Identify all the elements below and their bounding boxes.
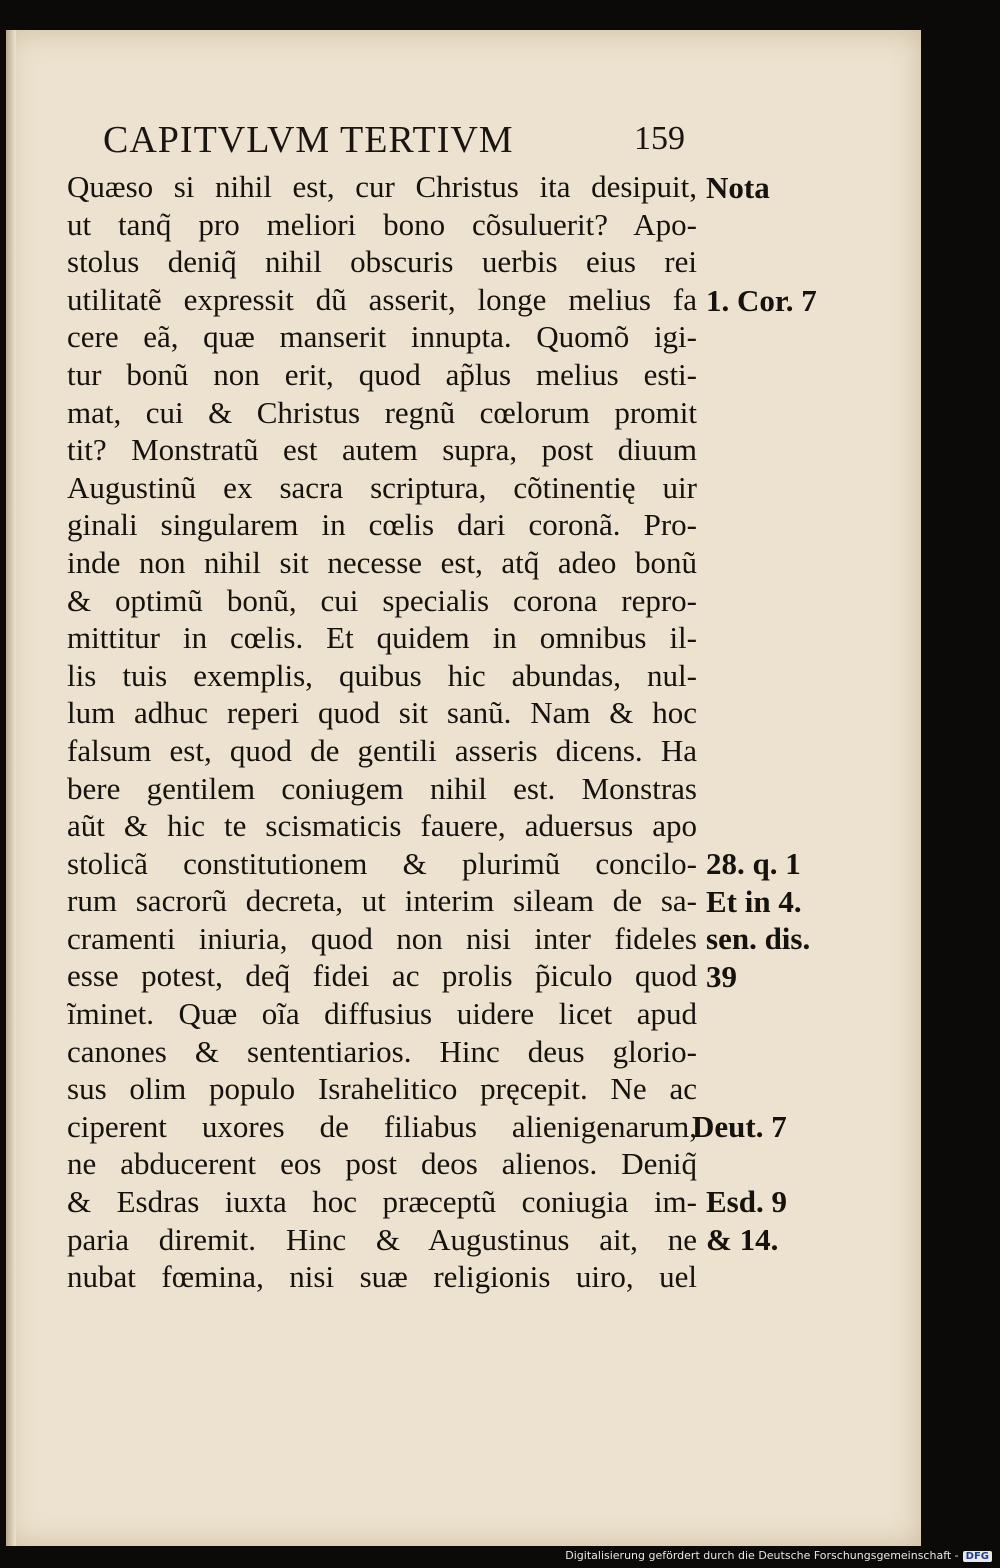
margin-note: 28. q. 1 xyxy=(706,846,801,881)
margin-note: Deut. 7 xyxy=(692,1109,787,1144)
margin-note: Et in 4. xyxy=(706,884,802,919)
margin-note: 1. Cor. 7 xyxy=(706,283,817,318)
text-line: ĩminet. Quæ oĩa diffusius uidere licet apud xyxy=(67,996,697,1032)
text-line: lum adhuc reperi quod sit sanũ. Nam & hoc xyxy=(67,695,697,731)
margin-note: Esd. 9 xyxy=(706,1184,787,1219)
dfg-logo: DFG xyxy=(963,1551,992,1562)
text-line: cramenti iniuria, quod non nisi inter fideles xyxy=(67,920,697,956)
chapter-title: CAPITVLVM TERTIVM xyxy=(103,119,514,161)
page-gutter xyxy=(6,30,16,1546)
margin-note: sen. dis. xyxy=(706,921,811,956)
text-line: falsum est, quod de gentili asseris dicens. Ha xyxy=(67,732,697,768)
text-line: stolus deniq̃ nihil obscuris uerbis eius rei xyxy=(67,244,697,280)
body-text-block xyxy=(67,168,697,1296)
text-line: tit? Monstratũ est autem supra, post diuum xyxy=(67,432,697,468)
text-line: inde non nihil sit necesse est, atq̃ adeo bonũ xyxy=(67,544,697,580)
text-line: mittitur in cœlis. Et quidem in omnibus il- xyxy=(67,620,697,656)
credit-text: Digitalisierung gefördert durch die Deutsche Forschungsgemeinschaft - xyxy=(565,1549,959,1562)
margin-note: Nota xyxy=(706,170,770,205)
text-line: ciperent uxores de filiabus alienigenarum, xyxy=(67,1108,697,1144)
text-line: canones & sententiarios. Hinc deus glorio- xyxy=(67,1033,697,1069)
text-line: mat, cui & Christus regnũ cœlorum promit xyxy=(67,394,697,430)
text-line: & Esdras iuxta hoc præceptũ coniugia im- xyxy=(67,1184,697,1220)
margin-note: & 14. xyxy=(706,1222,779,1257)
text-line: esse potest, deq̃ fidei ac prolis p̃iculo quod xyxy=(67,958,697,994)
text-line: lis tuis exemplis, quibus hic abundas, nul- xyxy=(67,657,697,693)
text-line: stolicã constitutionem & plurimũ concilo- xyxy=(67,845,697,881)
text-line: bere gentilem coniugem nihil est. Monstras xyxy=(67,770,697,806)
margin-note: 39 xyxy=(706,959,737,994)
text-line: ne abducerent eos post deos alienos. Deniq̃ xyxy=(67,1146,697,1182)
text-line: paria diremit. Hinc & Augustinus ait, ne xyxy=(67,1221,697,1257)
text-line: utilitatẽ expressit dũ asserit, longe melius fa xyxy=(67,281,697,317)
footer-credit xyxy=(565,1549,992,1562)
text-line: tur bonũ non erit, quod ap̃lus melius esti- xyxy=(67,356,697,392)
running-header xyxy=(103,118,693,162)
text-line: Augustinũ ex sacra scriptura, cõtinentię uir xyxy=(67,469,697,505)
text-line: ut tanq̃ pro meliori bono cõsuluerit? Apo- xyxy=(67,206,697,242)
text-line: aũt & hic te scismaticis fauere, aduersus apo xyxy=(67,808,697,844)
text-line: sus olim populo Israhelitico pręcepit. Ne ac xyxy=(67,1071,697,1107)
text-line: nubat fœmina, nisi suæ religionis uiro, uel xyxy=(67,1259,697,1295)
text-line: ginali singularem in cœlis dari coronã. Pro- xyxy=(67,507,697,543)
page-number: 159 xyxy=(634,120,685,157)
text-line: Quæso si nihil est, cur Christus ita desipuit, xyxy=(67,169,697,204)
text-line: cere eã, quæ manserit innupta. Quomõ igi- xyxy=(67,319,697,355)
text-line: & optimũ bonũ, cui specialis corona repro- xyxy=(67,582,697,618)
text-line: rum sacrorũ decreta, ut interim sileam de sa- xyxy=(67,883,697,919)
